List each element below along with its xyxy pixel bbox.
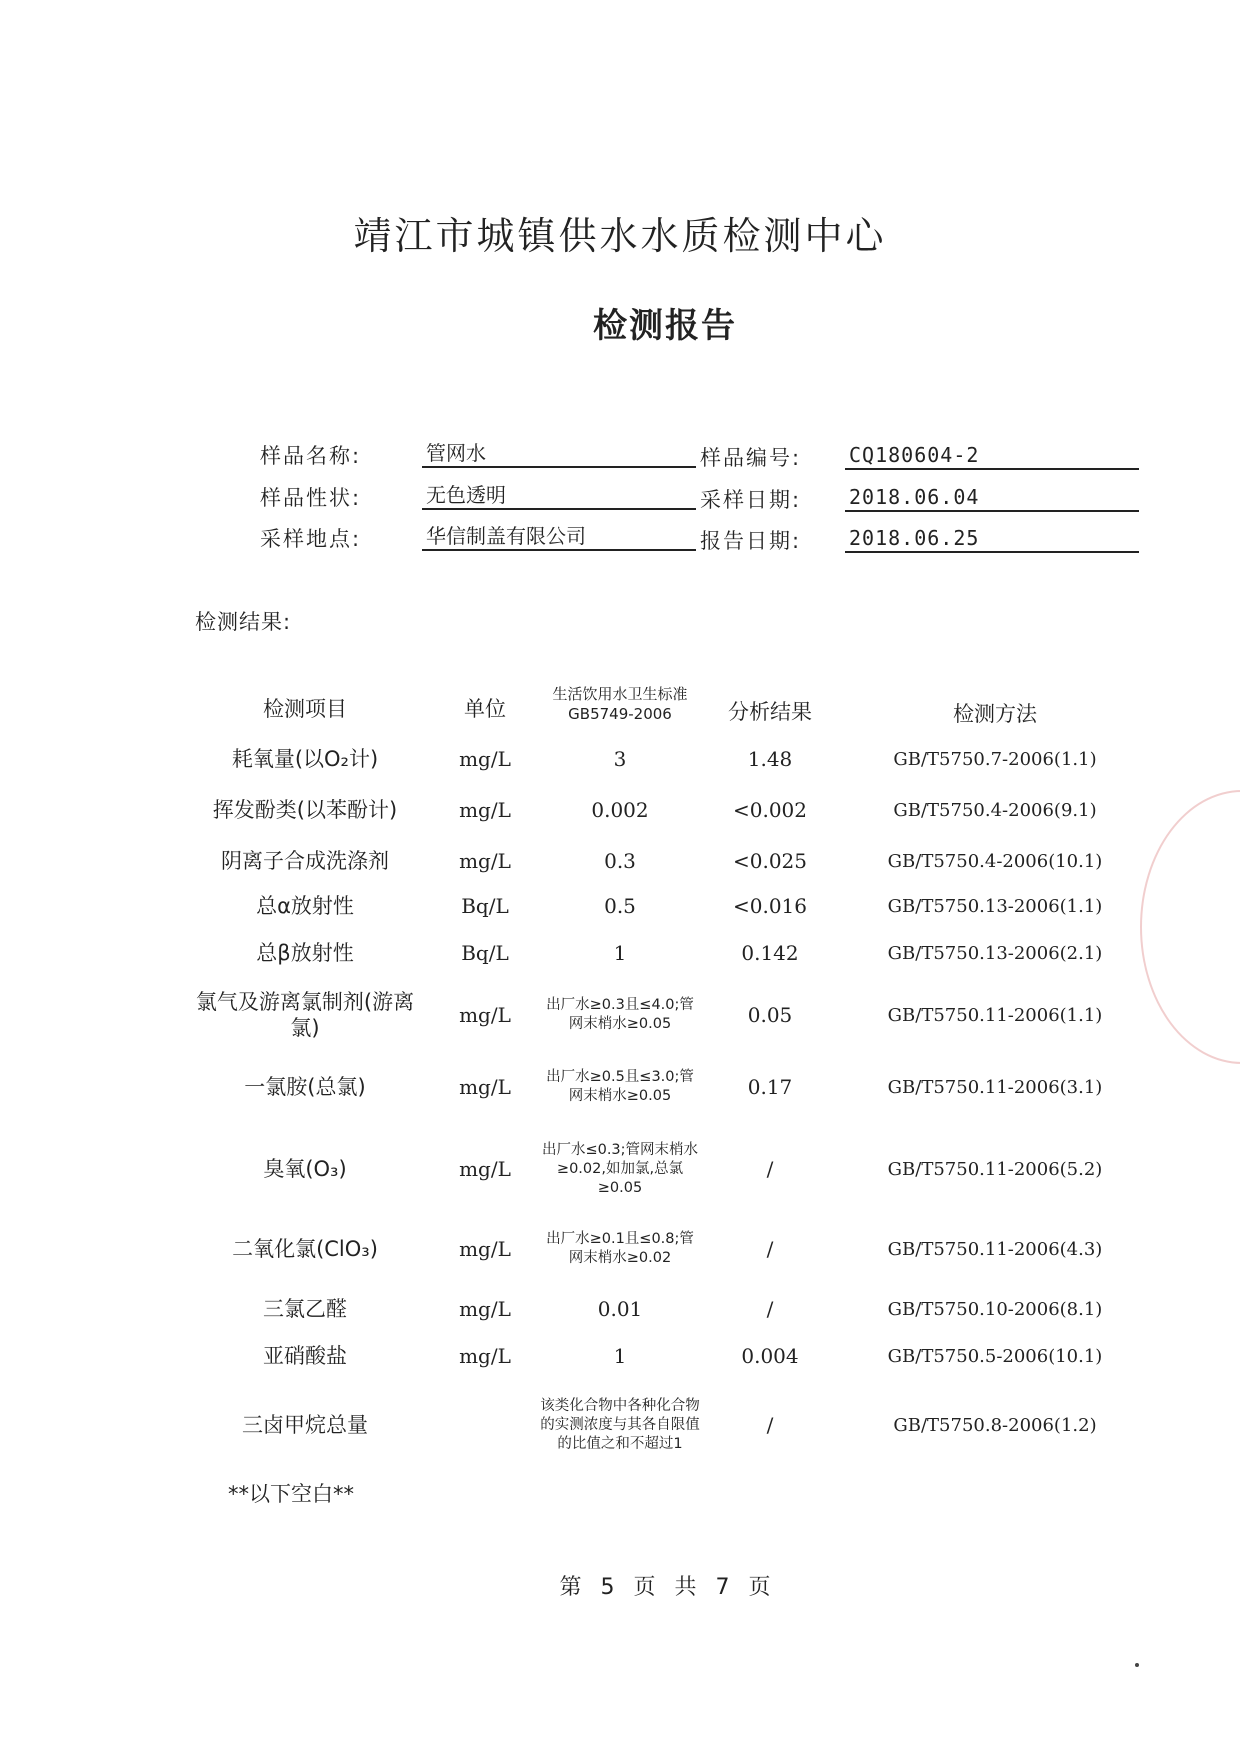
row-item: 三卤甲烷总量 bbox=[242, 1413, 368, 1437]
table-row bbox=[0, 1291, 1240, 1327]
row-result: / bbox=[766, 1237, 774, 1261]
row-method: GB/T5750.13-2006(1.1) bbox=[887, 895, 1103, 917]
sample-state-label: 样品性状: bbox=[260, 486, 362, 510]
row-item: 总α放射性 bbox=[256, 894, 354, 918]
sample-no-label: 样品编号: bbox=[700, 446, 802, 470]
row-standard: 3 bbox=[613, 747, 627, 771]
row-item: 二氧化氯(ClO₃) bbox=[232, 1237, 378, 1261]
row-item: 臭氧(O₃) bbox=[263, 1157, 347, 1181]
table-row bbox=[0, 740, 1240, 778]
report-title: 检测报告 bbox=[593, 306, 737, 346]
sample-no-value: CQ180604-2 bbox=[845, 442, 1139, 470]
row-method: GB/T5750.4-2006(10.1) bbox=[887, 850, 1103, 872]
row-result: 1.48 bbox=[747, 747, 793, 771]
row-method: GB/T5750.11-2006(3.1) bbox=[887, 1076, 1103, 1098]
sampling-date-label: 采样日期: bbox=[700, 488, 802, 512]
row-method: GB/T5750.11-2006(4.3) bbox=[887, 1238, 1103, 1260]
row-item: 阴离子合成洗涤剂 bbox=[221, 849, 389, 873]
sample-name-value: 管网水 bbox=[422, 440, 696, 468]
row-unit: mg/L bbox=[459, 1003, 511, 1027]
header-method: 检测方法 bbox=[953, 702, 1037, 726]
row-result: 0.004 bbox=[741, 1344, 799, 1368]
report-date-label: 报告日期: bbox=[700, 529, 802, 553]
table-row bbox=[0, 935, 1240, 971]
header-unit: 单位 bbox=[464, 697, 506, 721]
end-of-data-note: **以下空白** bbox=[228, 1482, 354, 1506]
row-method: GB/T5750.8-2006(1.2) bbox=[893, 1414, 1097, 1436]
row-method: GB/T5750.13-2006(2.1) bbox=[887, 942, 1103, 964]
row-result: <0.002 bbox=[732, 798, 807, 822]
row-unit: Bq/L bbox=[461, 894, 509, 918]
row-standard: 0.5 bbox=[604, 894, 636, 918]
table-row bbox=[0, 1054, 1240, 1120]
row-item: 总β放射性 bbox=[256, 941, 354, 965]
table-row bbox=[0, 1382, 1240, 1468]
table-row bbox=[0, 1338, 1240, 1374]
row-unit: mg/L bbox=[459, 747, 511, 771]
row-unit bbox=[425, 1382, 545, 1468]
row-result: 0.05 bbox=[747, 1003, 793, 1027]
row-item: 三氯乙醛 bbox=[263, 1297, 347, 1321]
table-row bbox=[0, 1216, 1240, 1282]
row-method: GB/T5750.10-2006(8.1) bbox=[887, 1298, 1103, 1320]
header-result: 分析结果 bbox=[728, 700, 812, 724]
row-standard: 1 bbox=[613, 1344, 627, 1368]
row-standard: 0.3 bbox=[604, 849, 636, 873]
sampling-date-value: 2018.06.04 bbox=[845, 484, 1139, 512]
row-method: GB/T5750.5-2006(10.1) bbox=[887, 1345, 1103, 1367]
row-standard: 1 bbox=[613, 941, 627, 965]
row-method: GB/T5750.11-2006(5.2) bbox=[887, 1158, 1103, 1180]
row-standard: 出厂水≥0.3且≤4.0;管网末梢水≥0.05 bbox=[546, 997, 694, 1032]
row-method: GB/T5750.11-2006(1.1) bbox=[887, 1004, 1103, 1026]
row-item: 耗氧量(以O₂计) bbox=[231, 747, 379, 771]
row-unit: mg/L bbox=[459, 1297, 511, 1321]
row-unit: mg/L bbox=[459, 849, 511, 873]
row-standard: 0.002 bbox=[591, 798, 649, 822]
table-row bbox=[0, 1126, 1240, 1212]
row-method: GB/T5750.7-2006(1.1) bbox=[893, 748, 1097, 770]
header-item: 检测项目 bbox=[263, 697, 347, 721]
sampling-site-label: 采样地点: bbox=[260, 527, 362, 551]
organization-name: 靖江市城镇供水水质检测中心 bbox=[353, 214, 887, 258]
row-unit: mg/L bbox=[459, 1157, 511, 1181]
table-row bbox=[0, 982, 1240, 1048]
table-row bbox=[0, 843, 1240, 879]
sample-state-value: 无色透明 bbox=[422, 482, 696, 510]
row-result: <0.025 bbox=[732, 849, 807, 873]
row-item: 一氯胺(总氯) bbox=[244, 1075, 366, 1099]
scan-speck bbox=[1135, 1663, 1139, 1667]
table-row bbox=[0, 782, 1240, 838]
row-item: 氯气及游离氯制剂(游离氯) bbox=[195, 990, 415, 1040]
row-standard: 出厂水≥0.5且≤3.0;管网末梢水≥0.05 bbox=[546, 1069, 694, 1104]
row-method: GB/T5750.4-2006(9.1) bbox=[893, 799, 1097, 821]
row-unit: mg/L bbox=[459, 1075, 511, 1099]
table-row bbox=[0, 888, 1240, 924]
sample-name-label: 样品名称: bbox=[260, 444, 362, 468]
row-unit: mg/L bbox=[459, 1237, 511, 1261]
row-unit: mg/L bbox=[459, 1344, 511, 1368]
row-standard: 出厂水≥0.1且≤0.8;管网末梢水≥0.02 bbox=[546, 1231, 694, 1266]
row-result: / bbox=[766, 1157, 774, 1181]
report-date-value: 2018.06.25 bbox=[845, 525, 1139, 553]
row-result: <0.016 bbox=[732, 894, 807, 918]
row-unit: Bq/L bbox=[461, 941, 509, 965]
sampling-site-value: 华信制盖有限公司 bbox=[422, 523, 696, 551]
row-result: / bbox=[766, 1297, 774, 1321]
results-section-title: 检测结果: bbox=[195, 610, 292, 634]
row-standard: 0.01 bbox=[597, 1297, 643, 1321]
row-result: 0.142 bbox=[741, 941, 799, 965]
row-unit: mg/L bbox=[459, 798, 511, 822]
row-item: 亚硝酸盐 bbox=[263, 1344, 347, 1368]
header-standard: 生活饮用水卫生标准GB5749-2006 bbox=[552, 685, 688, 723]
row-result: 0.17 bbox=[747, 1075, 793, 1099]
row-standard: 出厂水≤0.3;管网末梢水≥0.02,如加氯,总氯≥0.05 bbox=[541, 1141, 699, 1196]
row-result: / bbox=[766, 1413, 774, 1437]
row-item: 挥发酚类(以苯酚计) bbox=[212, 798, 398, 822]
row-standard: 该类化合物中各种化合物的实测浓度与其各自限值的比值之和不超过1 bbox=[540, 1397, 700, 1452]
page-number: 第 5 页 共 7 页 bbox=[559, 1575, 771, 1600]
